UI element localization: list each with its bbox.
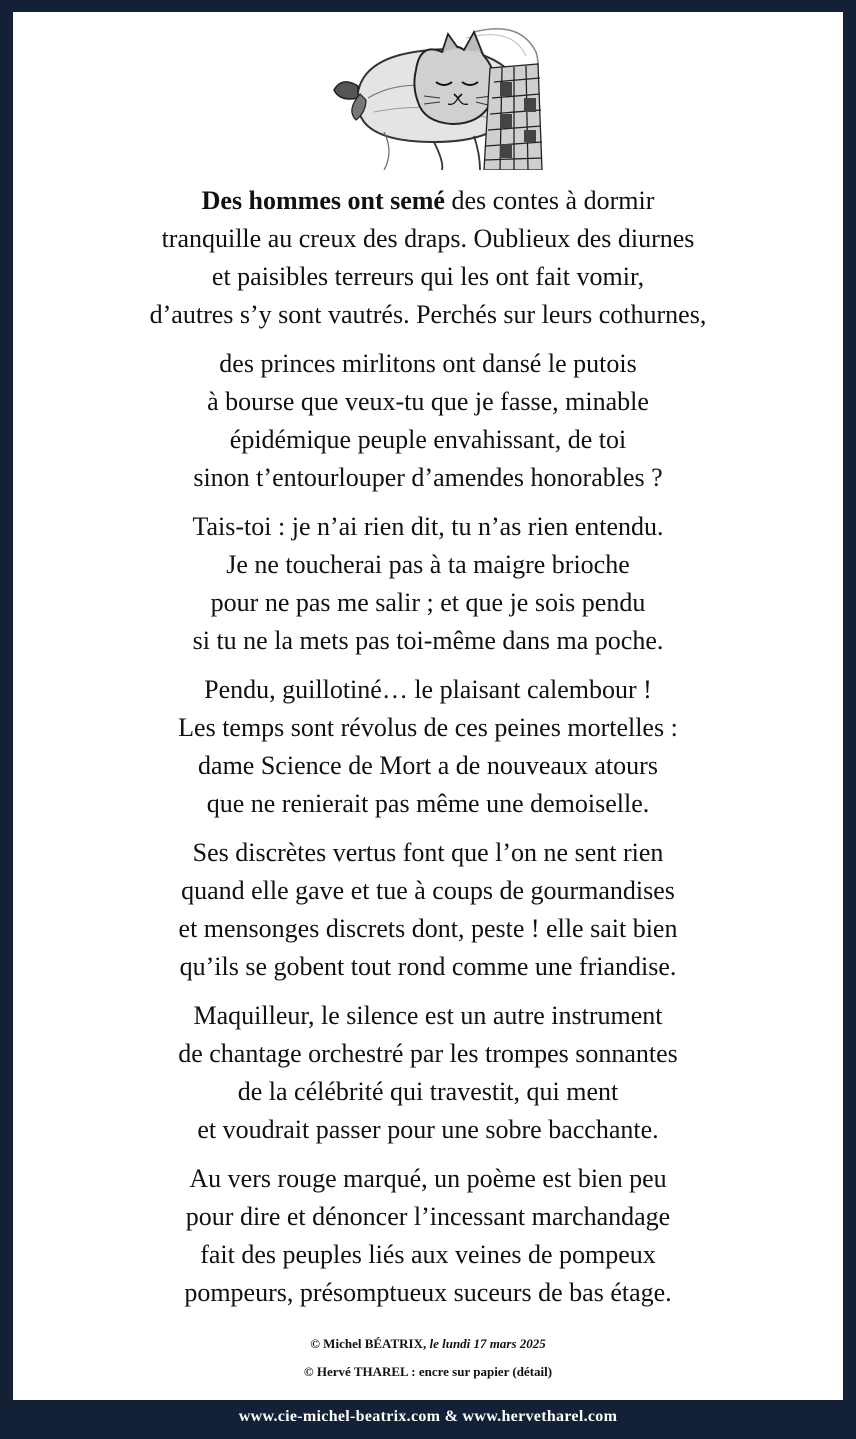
stanza-7 xyxy=(13,1160,843,1312)
poem-line: Au vers rouge marqué, un poème est bien peu xyxy=(189,1164,667,1193)
poem-line: et paisibles terreurs qui les ont fait vomir, xyxy=(211,262,645,291)
poem-line: Tais-toi : je n’ai rien dit, tu n’as rien entendu. xyxy=(192,512,664,541)
poem-line xyxy=(13,182,843,220)
poem-line: si tu ne la mets pas toi-même dans ma poche. xyxy=(192,626,664,655)
poem-line: à bourse que veux-tu que je fasse, minable xyxy=(207,387,649,416)
poem-line: fait des peuples liés aux veines de pompeux xyxy=(200,1240,656,1269)
stanza-6 xyxy=(13,997,843,1149)
stanza-4 xyxy=(13,671,843,823)
stanza-2 xyxy=(13,345,843,497)
author-credit xyxy=(13,1330,843,1358)
author-name: © Michel BÉATRIX, xyxy=(310,1336,427,1351)
poem-line: qu’ils se gobent tout rond comme une friandise. xyxy=(179,952,677,981)
poem-line: tranquille au creux des draps. Oublieux des diurnes xyxy=(161,224,695,253)
poem-line: Les temps sont révolus de ces peines mortelles : xyxy=(178,713,678,742)
poem-line: que ne renierait pas même une demoiselle. xyxy=(206,789,650,818)
stanza-3 xyxy=(13,508,843,660)
poem-line: des princes mirlitons ont dansé le putois xyxy=(219,349,637,378)
poem-date: le lundi 17 mars 2025 xyxy=(426,1336,546,1351)
stanza-5 xyxy=(13,834,843,986)
footer-websites: www.cie-michel-beatrix.com & www.hervetharel.com xyxy=(238,1408,618,1425)
poem-line: et mensonges discrets dont, peste ! elle sait bien xyxy=(178,914,678,943)
poem-line: dame Science de Mort a de nouveaux atours xyxy=(198,751,658,780)
poem-line: pour ne pas me salir ; et que je sois pendu xyxy=(210,588,646,617)
poem-line: Maquilleur, le silence est un autre instrument xyxy=(193,1001,663,1030)
poem-line: Pendu, guillotiné… le plaisant calembour ! xyxy=(204,675,652,704)
poem-line: quand elle gave et tue à coups de gourmandises xyxy=(181,876,675,905)
poem-line: de chantage orchestré par les trompes sonnantes xyxy=(178,1039,678,1068)
credits xyxy=(13,1330,843,1386)
poem-line: sinon t’entourlouper d’amendes honorables ? xyxy=(193,463,663,492)
poem-line: d’autres s’y sont vautrés. Perchés sur leurs cothurnes, xyxy=(149,300,707,329)
poem xyxy=(13,182,843,1323)
poem-line: de la célébrité qui travestit, qui ment xyxy=(237,1077,619,1106)
stanza-1 xyxy=(13,182,843,334)
poem-line: pour dire et dénoncer l’incessant marchandage xyxy=(185,1202,671,1231)
cat-pillow-illustration xyxy=(324,12,546,170)
poem-line: pompeurs, présomptueux suceurs de bas étage. xyxy=(184,1278,672,1307)
poem-line-rest: des contes à dormir xyxy=(444,186,655,215)
poem-line: Ses discrètes vertus font que l’on ne sent rien xyxy=(192,838,664,867)
poem-line: Je ne toucherai pas à ta maigre brioche xyxy=(226,550,630,579)
poem-line: et voudrait passer pour une sobre bacchante. xyxy=(197,1115,659,1144)
illustration-credit: © Hervé THAREL : encre sur papier (détail) xyxy=(303,1364,553,1379)
poem-opening-words: Des hommes ont semé xyxy=(201,186,445,215)
poem-line: épidémique peuple envahissant, de toi xyxy=(229,425,627,454)
poem-page xyxy=(13,12,843,1400)
